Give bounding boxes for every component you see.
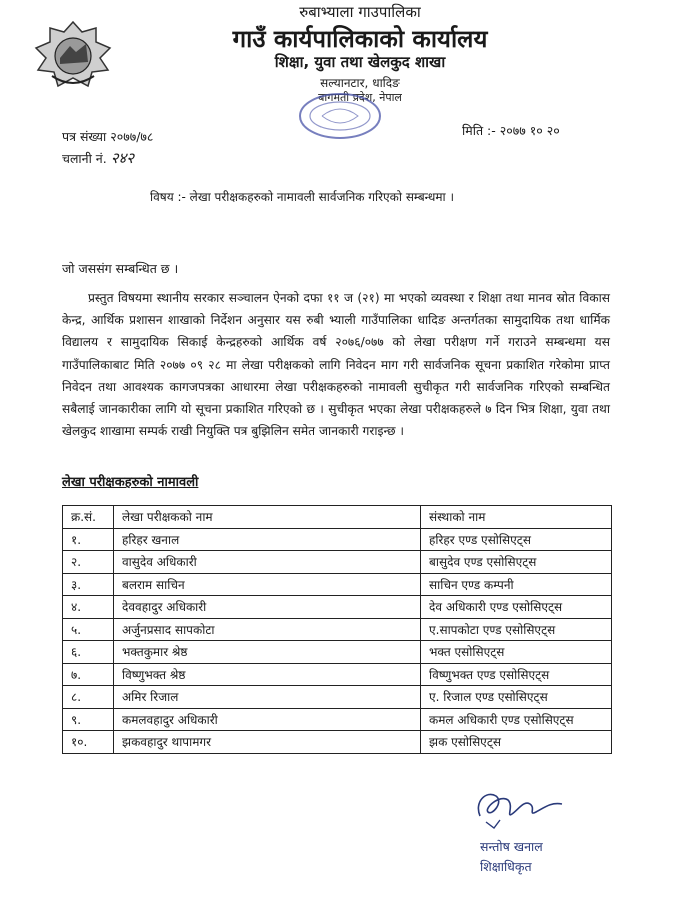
serial-cell: ३. <box>63 573 114 596</box>
auditor-cell: अर्जुनप्रसाद सापकोटा <box>114 618 421 641</box>
firm-cell: साचिन एण्ड कम्पनी <box>421 573 612 596</box>
firm-cell: भक्त एसोसिएट्स <box>421 641 612 664</box>
table-row <box>63 641 612 664</box>
signatory-name: सन्तोष खनाल <box>480 839 543 854</box>
column-header-firm: संस्थाको नाम <box>421 506 612 529</box>
official-stamp-icon <box>292 86 388 146</box>
signature-icon <box>466 782 576 838</box>
municipality-name: रुबाभ्याला गाउपालिका <box>299 3 421 21</box>
serial-cell: ४. <box>63 596 114 619</box>
auditor-cell: अमिर रिजाल <box>114 686 421 709</box>
serial-cell: १. <box>63 528 114 551</box>
auditor-cell: बलराम साचिन <box>114 573 421 596</box>
serial-cell: १०. <box>63 731 114 754</box>
firm-cell: हरिहर एण्ड एसोसिएट्स <box>421 528 612 551</box>
firm-cell: विष्णुभक्त एण्ड एसोसिएट्स <box>421 663 612 686</box>
letter-subject: विषय :- लेखा परीक्षकहरुको नामावली सार्वजनिक गरिएको सम्बन्धमा । <box>150 190 455 204</box>
firm-cell: देव अधिकारी एण्ड एसोसिएट्स <box>421 596 612 619</box>
table-header-row <box>63 506 612 529</box>
serial-cell: ७. <box>63 663 114 686</box>
serial-cell: २. <box>63 551 114 574</box>
auditor-cell: वासुदेव अधिकारी <box>114 551 421 574</box>
table-row <box>63 596 612 619</box>
column-header-serial: क्र.सं. <box>63 506 114 529</box>
roster-title: लेखा परीक्षकहरुको नामावली <box>62 475 199 490</box>
auditor-cell: हरिहर खनाल <box>114 528 421 551</box>
dispatch-number-label: चलानी नं. <box>62 151 107 166</box>
dispatch-number-value: २४२ <box>110 149 135 167</box>
column-header-auditor: लेखा परीक्षकको नाम <box>114 506 421 529</box>
auditor-cell: भक्तकुमार श्रेष्ठ <box>114 641 421 664</box>
firm-cell: झक एसोसिएट्स <box>421 731 612 754</box>
firm-cell: कमल अधिकारी एण्ड एसोसिएट्स <box>421 708 612 731</box>
firm-cell: ए. रिजाल एण्ड एसोसिएट्स <box>421 686 612 709</box>
auditor-cell: विष्णुभक्त श्रेष्ठ <box>114 663 421 686</box>
serial-cell: ५. <box>63 618 114 641</box>
letter-greeting: जो जससंग सम्बन्धित छ । <box>62 261 179 276</box>
government-emblem-icon <box>30 18 116 94</box>
auditor-table <box>62 505 612 754</box>
letter-date: मिति :- २०७७ १० २० <box>462 123 560 138</box>
auditor-cell: झकवहादुर थापामगर <box>114 731 421 754</box>
firm-cell: बासुदेव एण्ड एसोसिएट्स <box>421 551 612 574</box>
table-row <box>63 573 612 596</box>
office-location: सल्यानटार, धादिङ <box>320 76 400 90</box>
serial-cell: ६. <box>63 641 114 664</box>
serial-cell: ८. <box>63 686 114 709</box>
office-province: बागमती प्रदेश, नेपाल <box>318 91 402 104</box>
table-row <box>63 708 612 731</box>
table-row <box>63 618 612 641</box>
dispatch-number <box>62 148 134 168</box>
table-row <box>63 528 612 551</box>
office-title: गाउँ कार्यपालिकाको कार्यालय <box>232 25 488 53</box>
table-row <box>63 663 612 686</box>
table-row <box>63 731 612 754</box>
reference-number: पत्र संख्या २०७७/७८ <box>62 129 154 144</box>
branch-name: शिक्षा, युवा तथा खेलकुद शाखा <box>274 53 446 71</box>
auditor-cell: देववहादुर अधिकारी <box>114 596 421 619</box>
serial-cell: ९. <box>63 708 114 731</box>
firm-cell: ए.सापकोटा एण्ड एसोसिएट्स <box>421 618 612 641</box>
table-row <box>63 686 612 709</box>
signatory-title: शिक्षाधिकृत <box>480 859 532 874</box>
auditor-cell: कमलवहादुर अधिकारी <box>114 708 421 731</box>
letter-body: प्रस्तुत विषयमा स्थानीय सरकार सञ्चालन ऐनको दफा ११ ज (२१) मा भएको व्यवस्था र शिक्षा तथा मानव स्रोत विकास केन्द्र, आर्थिक प्रशासन शाखाको निर्देशन अनुसार यस रुबी भ्याली गाउँपालिका धादिङ अन्तर्गतका सामुदायिक तथा धार्मिक विद्यालय र सामुदायिक सिकाई केन्द्रहरुको आर्थिक वर्ष २०७६/०७७ को लेखा परीक्षण गर्ने गराउने सम्बन्धमा यस गाउँपालिकाबाट मिति २०७७ ०९ २८ मा लेखा परीक्षकको लागि निवेदन माग गरी सार्वजनिक सूचना प्रकाशित गरेकोमा प्राप्त निवेदन तथा आवश्यक कागजपत्रका आधारमा लेखा परीक्षकहरुको नामावली सुचीकृत गरी सार्वजनिक गरिएको सम्बन्धित सबैलाई जानकारीका लागि यो सूचना प्रकाशित गरिएको छ । सुचीकृत भएका लेखा परीक्षकहरुले ७ दिन भित्र शिक्षा, युवा तथा खेलकुद शाखामा सम्पर्क राखी नियुक्ति पत्र बुझिलिन समेत जानकारी गराइन्छ । <box>62 291 610 439</box>
table-row <box>63 551 612 574</box>
